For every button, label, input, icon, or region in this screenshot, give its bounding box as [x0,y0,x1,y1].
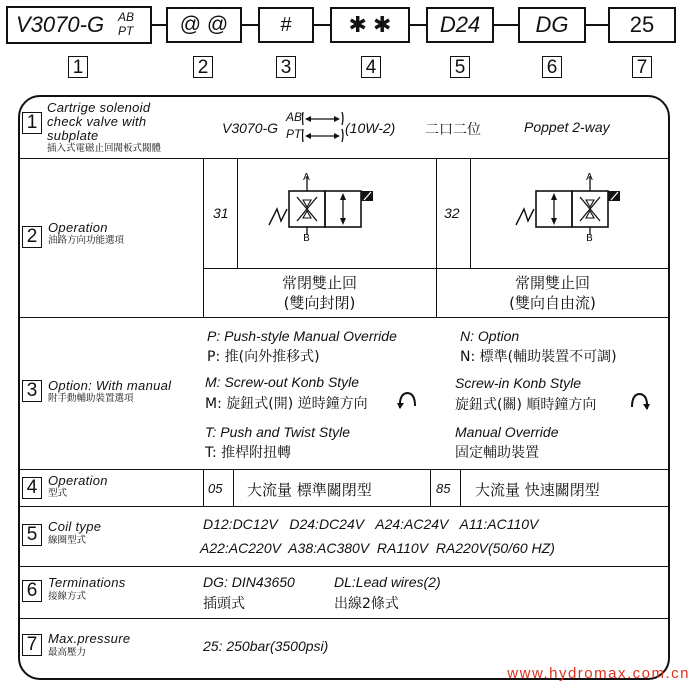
row-number-3: 3 [22,380,42,402]
row-number-2: 2 [22,226,42,248]
col-divider [460,469,461,506]
model-code: V3070-G [16,12,105,37]
code-box-4: ✱ ✱ [330,7,410,43]
code-box-7: 25 [608,7,676,43]
row6-label-zh: 接線方式 [48,591,87,602]
connector [586,24,608,26]
valve-symbol-nc-icon [265,173,375,245]
row3-t-zh: T: 推桿附扭轉 [205,445,292,461]
bidirectional-arrow-icon [302,111,344,143]
code-box-5: D24 [426,7,494,43]
row6-dg-zh: 插頭式 [203,596,245,612]
row1-model-ab: AB [286,110,303,124]
row-divider [18,469,670,470]
connector [152,24,166,26]
row2-desc-a1: 常閉雙止回 [281,274,357,292]
row3-label: Option: With manual [48,378,172,393]
row6-dl-en: DL:Lead wires(2) [334,574,441,590]
row2-label-zh: 油路方向功能選項 [48,235,125,246]
model-pt: PT [118,24,134,38]
row4-label: Operation [48,473,108,488]
connector [494,24,518,26]
connector [410,24,426,26]
row-divider [18,158,670,159]
index-3: 3 [276,56,296,78]
row2-port-b2: B [586,233,593,244]
row3-s-en: Screw-in Konb Style [455,375,582,391]
row-number-6: 6 [22,580,42,602]
model-ab: AB [118,10,135,24]
row5-label: Coil type [48,519,102,534]
row4-label-zh: 型式 [48,488,68,499]
row3-n-en: N: Option [460,328,520,344]
row1-label-zh: 插入式電磁止回閥板式閥體 [47,143,162,154]
code-box-2: @ @ [166,7,242,43]
col-divider [237,158,238,268]
row7-value: 25: 250bar(3500psi) [203,638,329,654]
row2-inner-line [203,268,669,269]
row1-type: Poppet 2-way [524,119,610,135]
row-divider [18,566,670,567]
row6-label: Terminations [48,575,126,590]
row2-code-a: 31 [213,205,229,221]
row3-mo-en: Manual Override [455,424,559,440]
row1-label-line2: check valve with [47,114,147,129]
model-code-box [6,6,152,44]
row6-dl-zh: 出線2條式 [334,596,399,612]
col-divider [233,469,234,506]
counterclockwise-icon [396,390,418,410]
col-divider [430,469,431,506]
row5-line2: A22:AC220V A38:AC380V RA110V RA220V(50/60 HZ) [200,540,555,556]
row2-port-a1: A [303,172,310,183]
row-divider [18,317,670,318]
row3-t-en: T: Push and Twist Style [205,424,350,440]
row2-desc-b1: 常開雙止回 [514,274,590,292]
row3-p-en: P: Push-style Manual Override [207,328,397,344]
row3-mo-zh: 固定輔助裝置 [455,445,539,461]
row2-port-b1: B [303,233,310,244]
col-divider [203,469,204,506]
clockwise-icon [629,391,651,411]
row2-desc-b2: (雙向自由流) [509,294,596,312]
row2-label: Operation [48,220,108,235]
valve-symbol-no-icon [512,173,624,245]
row1-label-line1: Cartrige solenoid [47,100,151,115]
index-6: 6 [542,56,562,78]
row2-code-b: 32 [444,205,460,221]
connector [314,24,330,26]
index-1: 1 [68,56,88,78]
row3-n-zh: N: 標準(輔助裝置不可調) [460,349,617,365]
index-7: 7 [632,56,652,78]
col-divider [470,158,471,268]
row-number-5: 5 [22,524,42,546]
code-box-6: DG [518,7,586,43]
row3-s-zh: 旋鈕式(關) 順時鐘方向 [455,397,597,413]
row3-m-en: M: Screw-out Konb Style [205,374,360,390]
row1-suffix: (10W-2) [345,120,396,136]
row1-model: V3070-G [222,120,279,136]
row1-model-pt: PT [286,127,302,141]
connector [242,24,258,26]
row-divider [18,618,670,619]
row7-label: Max.pressure [48,631,131,646]
row4-desc-b: 大流量 快速關閉型 [475,481,600,499]
row-number-7: 7 [22,634,42,656]
row3-m-zh: M: 旋鈕式(開) 逆時鐘方向 [205,396,368,412]
row-divider [18,506,670,507]
row2-port-a2: A [586,172,593,183]
row5-line1: D12:DC12V D24:DC24V A24:AC24V A11:AC110V [203,516,539,532]
row5-label-zh: 線圈型式 [48,535,87,546]
row2-desc-a2: (雙向封閉) [283,294,356,312]
row4-code-b: 85 [436,481,451,496]
code-box-3: # [258,7,314,43]
row3-label-zh: 附手動輔助裝置選項 [48,393,134,404]
row3-p-zh: P: 推(向外推移式) [207,349,320,365]
watermark: www.hydromax.com.cn [507,665,690,682]
row-number-4: 4 [22,477,42,499]
row-number-1: 1 [22,112,42,134]
row1-type-zh: 二口二位 [425,122,481,138]
row7-label-zh: 最高壓力 [48,647,87,658]
row1-label-line3: subplate [47,128,99,143]
index-5: 5 [450,56,470,78]
index-2: 2 [193,56,213,78]
row6-dg-en: DG: DIN43650 [203,574,295,590]
index-4: 4 [361,56,381,78]
row4-code-a: 05 [208,481,223,496]
row4-desc-a: 大流量 標準關閉型 [247,481,372,499]
